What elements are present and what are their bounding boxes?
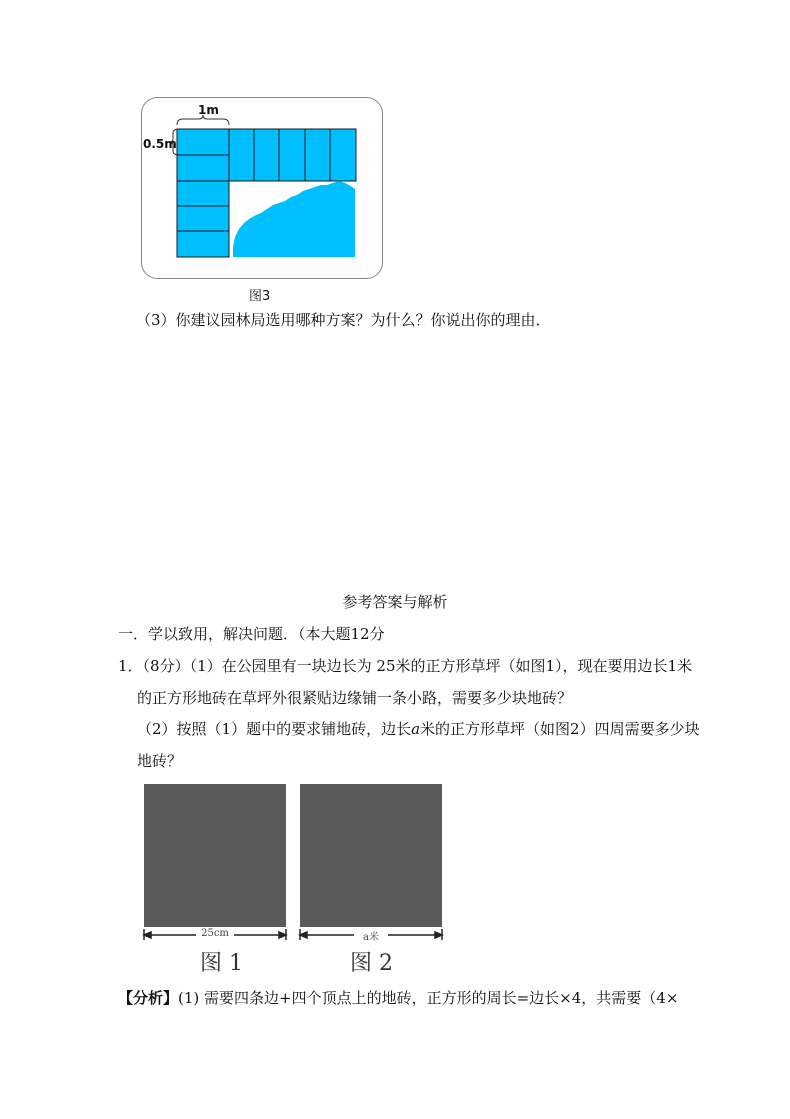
arrow-right-icon xyxy=(435,932,442,938)
fig-2-caption: 图 2 xyxy=(350,951,393,976)
square-fig-2 xyxy=(300,784,442,927)
q1-line-3-prefix: （2）按照（1）题中的要求铺地砖，边长 xyxy=(137,720,412,738)
figure-3 xyxy=(141,97,383,279)
section-heading: 一．学以致用，解决问题．（本大题12分 xyxy=(118,625,385,643)
q1-line-1: 1．（8分）（1）在公园里有一块边长为 25米的正方形草坪（如图1），现在要用边长1米 xyxy=(118,657,693,675)
figures-1-2-diagram xyxy=(140,782,450,977)
tile xyxy=(330,129,356,181)
width-label: 1m xyxy=(198,103,219,117)
arrow-left-icon xyxy=(300,932,307,938)
fig-1-dimension: 25cm xyxy=(201,928,229,939)
figure-3-caption: 图3 xyxy=(249,289,271,304)
q1-variable-a: a xyxy=(411,720,421,738)
q1-line-3 xyxy=(137,719,700,739)
fig-2-dimension: a米 xyxy=(363,932,379,943)
question-3: （3）你建议园林局选用哪种方案？为什么？你说出你的理由． xyxy=(136,311,551,329)
tile xyxy=(229,129,254,181)
answers-title: 参考答案与解析 xyxy=(342,593,448,611)
arrow-left-icon xyxy=(144,932,151,938)
analysis-label: 【分析】 xyxy=(118,989,179,1007)
tile xyxy=(254,129,279,181)
q1-line-3-suffix: 米的正方形草坪（如图2）四周需要多少块 xyxy=(420,720,700,738)
q1-line-4: 地砖？ xyxy=(137,752,183,770)
figure-3-diagram xyxy=(141,97,383,279)
arrow-right-icon xyxy=(279,932,286,938)
square-fig-1 xyxy=(144,784,286,927)
q1-line-2: 的正方形地砖在草坪外很紧贴边缘铺一条小路，需要多少块地砖？ xyxy=(137,689,573,707)
tile xyxy=(177,129,229,155)
analysis-text: (1) 需要四条边+四个顶点上的地砖，正方形的周长=边长×4，共需要（4× xyxy=(178,989,679,1007)
tile xyxy=(177,181,229,206)
figures-1-2 xyxy=(140,782,450,977)
tile xyxy=(305,129,330,181)
height-label: 0.5m xyxy=(143,137,177,151)
tile xyxy=(177,231,229,257)
fig-1-caption: 图 1 xyxy=(200,951,243,976)
tile xyxy=(177,206,229,231)
tile xyxy=(177,155,229,181)
tile xyxy=(279,129,305,181)
analysis-line xyxy=(118,988,678,1008)
